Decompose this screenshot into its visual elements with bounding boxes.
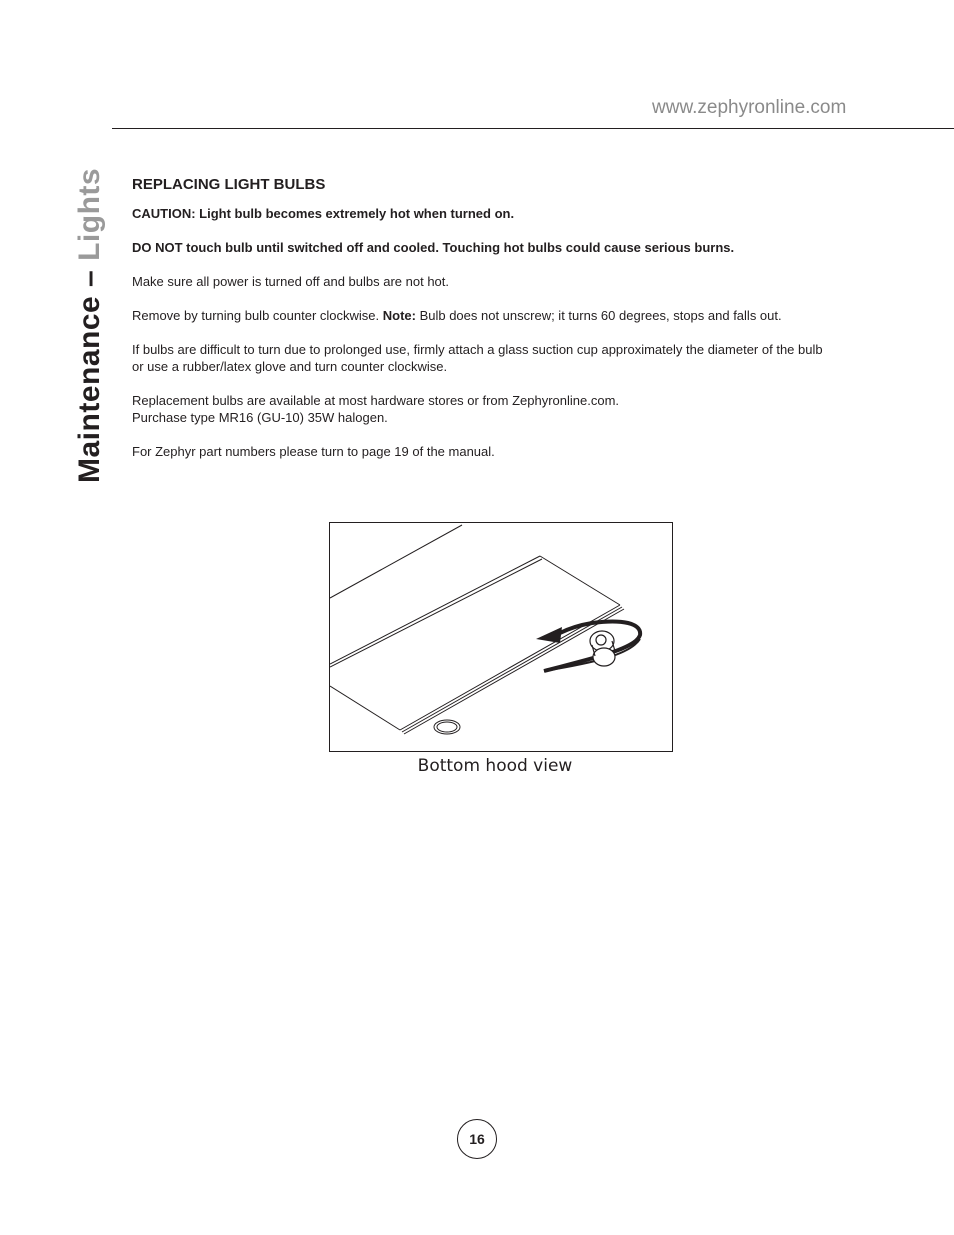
figure-caption: Bottom hood view	[417, 756, 573, 776]
instruction-difficult-bulbs: If bulbs are difficult to turn due to prolonged use, firmly attach a glass suction cup approximately the diameter of the bulb or use a rubber/latex glove and turn counter clockwise.	[132, 342, 823, 374]
bulb-type: Purchase type MR16 (GU-10) 35W halogen.	[132, 410, 388, 425]
note-label: Note:	[382, 308, 416, 323]
note-text: Bulb does not unscrew; it turns 60 degrees, stops and falls out.	[415, 308, 782, 323]
warning-text: DO NOT touch bulb until switched off and cooled. Touching hot bulbs could cause serious burns.	[132, 240, 735, 255]
instruction-power-off: Make sure all power is turned off and bulbs are not hot.	[132, 274, 450, 289]
side-title-lights: Lights	[73, 167, 106, 261]
caution-text: CAUTION: Light bulb becomes extremely hot when turned on.	[132, 206, 515, 221]
replacement-source: Replacement bulbs are available at most hardware stores or from Zephyronline.com.	[132, 393, 620, 408]
part-numbers-reference: For Zephyr part numbers please turn to page 19 of the manual.	[132, 444, 495, 459]
side-section-title	[73, 168, 107, 483]
instruction-remove-bulb	[132, 307, 832, 324]
section-title: REPLACING LIGHT BULBS	[132, 176, 326, 193]
page-number: 16	[457, 1119, 497, 1159]
replacement-info	[132, 392, 832, 426]
remove-text: Remove by turning bulb counter clockwise.	[132, 308, 383, 323]
side-title-maintenance: Maintenance –	[73, 260, 106, 483]
website-url: www.zephyronline.com	[652, 97, 847, 118]
bottom-hood-illustration	[329, 522, 673, 752]
content-body	[132, 176, 832, 477]
header-rule	[112, 128, 954, 129]
